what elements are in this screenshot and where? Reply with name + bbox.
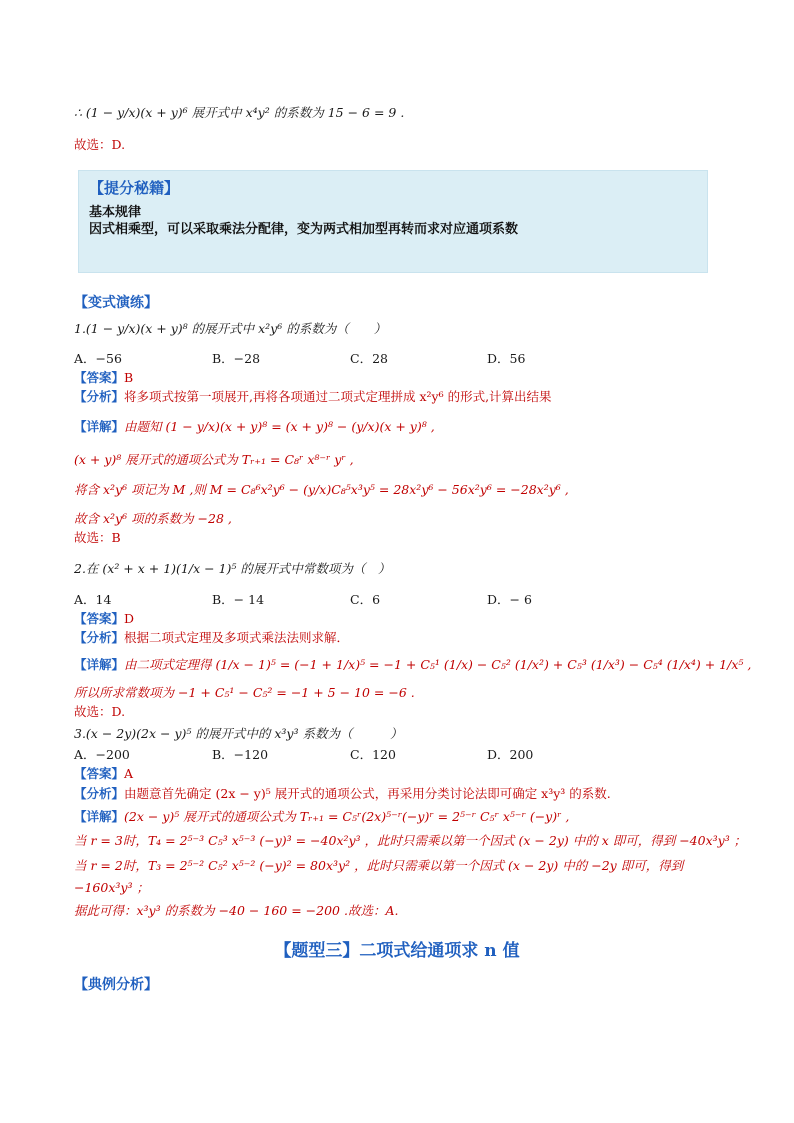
q2-option-d[interactable]: D．− 6 — [487, 592, 532, 607]
section-title: 【题型三】二项式给通项求 n 值 — [274, 941, 520, 961]
q3-detail-2: 当 r = 3时，T₄ = 2⁵⁻³ C₅³ x⁵⁻³ (−y)³ = −40x²y³ ，此时只需乘以第一个因式 (x − 2y) 中的 x 即可，得到 −40x³y³ ； — [74, 833, 747, 848]
q3-detail-4: −160x³y³ ； — [74, 880, 149, 895]
q1-detail-5: 故选：B — [74, 530, 121, 545]
q1-analysis: 【分析】将多项式按第一项展开,再将各项通过二项式定理拼成 x²y⁶ 的形式,计算出结果 — [74, 389, 552, 404]
q2-option-a[interactable]: A．14 — [74, 592, 112, 607]
tip-box — [78, 170, 708, 273]
q3-detail-1: 【详解】(2x − y)⁵ 展开式的通项公式为 Tᵣ₊₁ = C₅ʳ(2x)⁵⁻ʳ(−y)ʳ = 2⁵⁻ʳ C₅ʳ x⁵⁻ʳ (−y)ʳ , — [74, 809, 570, 824]
q3-option-a[interactable]: A．−200 — [74, 747, 130, 762]
q1-option-a[interactable]: A．−56 — [74, 351, 122, 366]
q2-analysis: 【分析】根据二项式定理及多项式乘法法则求解． — [74, 630, 350, 645]
example-heading: 【典例分析】 — [74, 977, 158, 993]
q1-detail-2: (x + y)⁸ 展开式的通项公式为 Tᵣ₊₁ = C₈ʳ x⁸⁻ʳ yʳ , — [74, 452, 354, 467]
q3-option-c[interactable]: C．120 — [350, 747, 396, 762]
q3-detail-5: 据此可得：x³y³ 的系数为 −40 − 160 = −200 .故选：A. — [74, 903, 399, 918]
q2-option-b[interactable]: B．− 14 — [212, 592, 265, 607]
q3-option-d[interactable]: D．200 — [487, 747, 534, 762]
q3-stem: 3.(x − 2y)(2x − y)⁵ 的展开式中的 x³y³ 系数为（ ） — [74, 726, 403, 741]
q2-detail-2: 所以所求常数项为 −1 + C₅¹ − C₅² = −1 + 5 − 10 = −6 . — [74, 685, 415, 700]
tip-title: 【提分秘籍】 — [89, 179, 180, 197]
tip-rule-text: 因式相乘型，可以采取乘法分配律，变为两式相加型再转而求对应通项系数 — [89, 222, 519, 237]
q1-option-d[interactable]: D．56 — [487, 351, 526, 366]
q2-detail-3: 故选：D. — [74, 704, 126, 719]
q3-option-b[interactable]: B．−120 — [212, 747, 269, 762]
tip-rule-heading: 基本规律 — [89, 205, 142, 220]
conclusion-line: ∴ (1 − y/x)(x + y)⁶ 展开式中 x⁴y² 的系数为 15 − 6 = 9 . — [74, 105, 405, 120]
q3-answer: 【答案】A — [74, 766, 134, 781]
q1-detail-3: 将含 x²y⁶ 项记为 M ,则 M = C₈⁶x²y⁶ − (y/x)C₈⁵x³y⁵ = 28x²y⁶ − 56x²y⁶ = −28x²y⁶ , — [74, 482, 569, 497]
q1-option-b[interactable]: B．−28 — [212, 351, 261, 366]
practice-heading: 【变式演练】 — [74, 295, 158, 311]
q3-analysis: 【分析】由题意首先确定 (2x − y)⁵ 展开式的通项公式，再采用分类讨论法即可确定 x³y³ 的系数. — [74, 786, 611, 801]
q2-answer: 【答案】D — [74, 611, 135, 626]
q2-stem: 2.在 (x² + x + 1)(1/x − 1)⁵ 的展开式中常数项为（ ） — [74, 561, 391, 576]
q1-option-c[interactable]: C．28 — [350, 351, 388, 366]
q1-stem: 1.(1 − y/x)(x + y)⁸ 的展开式中 x²y⁶ 的系数为（ ） — [74, 321, 387, 336]
q2-detail-1: 【详解】由二项式定理得 (1/x − 1)⁵ = (−1 + 1/x)⁵ = −1 + C₅¹ (1/x) − C₅² (1/x²) + C₅³ (1/x³) − C₅⁴ (1/x⁴) + 1/x⁵ , — [74, 657, 752, 672]
q1-detail-1: 【详解】由题知 (1 − y/x)(x + y)⁸ = (x + y)⁸ − (y/x)(x + y)⁸ , — [74, 419, 435, 434]
q3-detail-3: 当 r = 2时，T₃ = 2⁵⁻² C₅² x⁵⁻² (−y)² = 80x³y² ，此时只需乘以第一个因式 (x − 2y) 中的 −2y 即可，得到 — [74, 858, 684, 873]
q2-option-c[interactable]: C．6 — [350, 592, 381, 607]
choice-line: 故选：D. — [74, 137, 126, 152]
q1-answer: 【答案】B — [74, 370, 134, 385]
q1-detail-4: 故含 x²y⁶ 项的系数为 −28 , — [74, 511, 232, 526]
